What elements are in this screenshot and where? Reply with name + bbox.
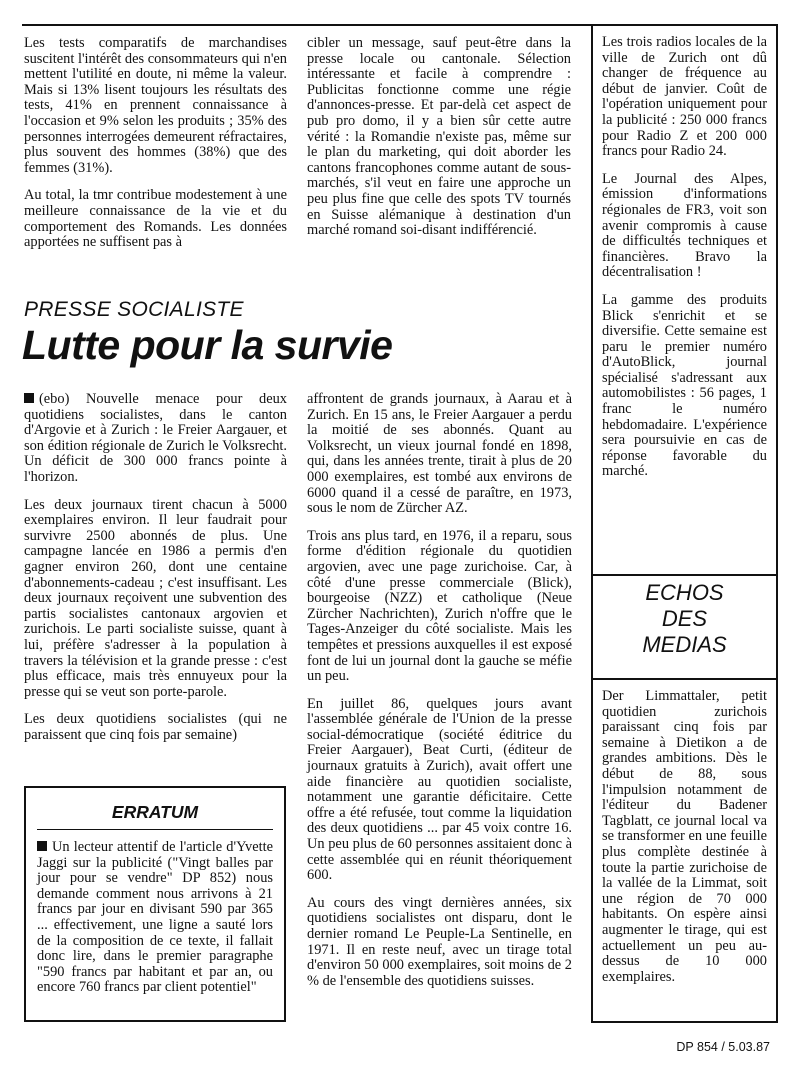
- article-col2-para-3: En juillet 86, quelques jours avant l'assemblée générale de l'Union de la presse social-démocratique (société éditrice du Freier Aargauer), Beat Curti, (éditeur de journaux gratuits à Zurich), avait offert une aide financière au quotidien socialiste, notamment une garantie déficitaire. Cette offre a été refusée, tout comme la liquidation des deux quotidiens ... par 45 voix contre 16. Un peu plus de 60 personnes assitaient donc à cette assemblée qui en réunit théoriquement 600.: [307, 695, 572, 884]
- echos-divider-bottom: [593, 678, 776, 680]
- article-headline: Lutte pour la survie: [22, 322, 393, 368]
- echos-title: [593, 580, 776, 658]
- top-col2-para-1: cibler un message, sauf peut-être dans la presse locale ou cantonale. Sélection intéressante et facile à comprendre : Publicitas fonctionne comme une régie d'annonces-presse. Et par-delà cet aspect de pub pro domo, il y a bien sûr cette autre vérité : la Romandie n'existe pas, même sur le plan du marketing, qui doit aborder les cantons francophones comme autant de sous-marchés, s'il veut en faire une approche un peu plus fine que celle des spots TV tournés en Suisse alémanique à destination d'un marché romand soi-disant indifférencié.: [307, 35, 571, 239]
- erratum-title: ERRATUM: [111, 802, 199, 822]
- article-col1-para-3: Les deux quotidiens socialistes (qui ne paraissent que cinq fois par semaine): [24, 711, 287, 743]
- article-col2-para-4: Au cours des vingt dernières années, six quotidiens socialistes ont disparu, dont le dernier romand Le Peuple-La Sentinelle, en 1971. Il en reste neuf, avec un tirage total d'environ 50 000 exemplaires, soit moins de 2 % de l'ensemble des quotidiens suisses.: [307, 894, 572, 989]
- page-footer: DP 854 / 5.03.87: [676, 1040, 770, 1054]
- sidebar-para-1: Les trois radios locales de la ville de Zurich ont dû changer de fréquence au début de janvier. Coût de l'opération uniquement pour la publicité : 250 000 francs pour Radio Z et 200 000 francs pour Radio 24.: [602, 34, 767, 160]
- article-col2-para-2: Trois ans plus tard, en 1976, il a reparu, sous forme d'édition régionale du quotidien argovien, avec une page zurichoise. Car, à côté d'une presse commerciale (Blick), bourgeoise (NZZ) et catholique (Neue Zürcher Nachrichten), Zurich n'offre que le Tages-Anzeiger du côté socialiste. Mais les tempêtes et pressions auxquelles il est exposé font de lui un journal dont la gauche se méfie un peu.: [307, 527, 572, 685]
- echos-title-line-1: ECHOS: [645, 580, 724, 605]
- article-col1-para-2: Les deux journaux tirent chacun à 5000 exemplaires environ. Il leur faudrait pour survivre 2500 abonnés de plus. Une campagne lancée en 1986 a permis d'en gagner environ 260, dont une centaine d'abonnements-cadeau ; c'est insuffisant. Les deux journaux reçoivent une subvention des partis socialistes cantonaux argovien et zurichois. Le parti socialiste suisse, quant à lui, préfère s'adresser à la population à travers la télévision et la grande presse : c'est plus efficace, mais très ennuyeux pour la presse qui se veut son porte-parole.: [24, 496, 287, 700]
- article-col1-para-1: (ebo) Nouvelle menace pour deux quotidiens socialistes, dans le canton d'Argovie et à Zurich : le Freier Aargauer, et son édition régionale de Zurich le Volksrecht. Un déficit de 300 000 francs pointe à l'horizon.: [24, 391, 287, 485]
- echos-title-line-3: MEDIAS: [642, 632, 727, 657]
- sidebar-bottom-text: [602, 689, 767, 985]
- article-col2-para-1: affrontent de grands journaux, à Aarau et à Zurich. En 15 ans, le Freier Aargauer a perdu la moitié de ses abonnés. Quant au Volksrecht, un vieux journal fondé en 1898, qui, dans les années trente, tirait à plus de 20 000 exemplaires, est tombé aux environs de 6000 quand il a cessé de paraître, en 1973, sous le nom de Zürcher AZ.: [307, 391, 572, 517]
- sidebar-bottom-para: Der Limmattaler, petit quotidien zurichois paraissant cinq fois par semaine à Dietikon a de grandes ambitions. Dès le début de 88, sous l'impulsion notamment de l'éditeur du Badener Tagblatt, ce journal local va se transformer en une feuille plus complète destinée à toute la partie zurichoise de la vallée de la Limmat, soit une région de 70 000 habitants. On espère ainsi augmenter le tirage, qui est actuellement un peu au-dessus de 10 000 exemplaires.: [602, 688, 767, 985]
- echos-title-line-2: DES: [661, 606, 708, 631]
- article-kicker: PRESSE SOCIALISTE: [24, 298, 244, 321]
- echos-divider: [593, 574, 776, 576]
- top-column-2: [307, 36, 571, 239]
- top-rule: [22, 24, 596, 26]
- article-column-2: [307, 392, 572, 989]
- sidebar-top-text: [593, 26, 776, 480]
- top-col1-para-1: Les tests comparatifs de marchandises suscitent l'intérêt des consommateurs qui n'en mettent l'utilité en doute, ni même la valeur. Mais si 13% lisent toujours les résultats des tests, 41% en prennent connaissance à l'occasion et 9% selon les produits ; 35% des personnes interrogées demeurent réfractaires, plus souvent des hommes (38%) que des femmes (31%).: [24, 35, 287, 176]
- sidebar-box: [591, 24, 778, 1023]
- bullet-square-icon: [24, 393, 34, 403]
- erratum-text: Un lecteur attentif de l'article d'Yvette Jaggi sur la publicité ("Vingt balles par jour pour se vendre" DP 852) nous demande comment nous arrivons à 21 francs par jour en divisant 590 par 365 ... effectivement, une ligne a sauté lors de la composition de ce texte, il fallait donc lire, dans le premier paragraphe "590 francs par habitant et par an, ou encore 760 francs par client potentiel": [37, 839, 273, 996]
- article-column-1: [24, 392, 287, 743]
- sidebar-para-3: La gamme des produits Blick s'enrichit et se diversifie. Cette semaine est paru le premier numéro d'AutoBlick, journal spécialisé s'adressant aux automobilistes : 56 pages, 1 franc le numéro hebdomadaire. L'expérience sera poursuivie en cas de réponse favorable du marché.: [602, 291, 767, 480]
- top-column-1: [24, 36, 287, 251]
- erratum-title-underline: [37, 829, 273, 830]
- erratum-box: [24, 786, 286, 1022]
- bullet-square-icon: [37, 841, 47, 851]
- top-col1-para-2: Au total, la tmr contribue modestement à une meilleure connaissance de la vie et du comportement des Romands. Les données apportées ne suffisent pas à: [24, 187, 287, 251]
- sidebar-para-2: Le Journal des Alpes, émission d'informations régionales de FR3, voit son avenir compromis à cause de difficultés techniques et financières. Bravo la décentralisation !: [602, 170, 767, 281]
